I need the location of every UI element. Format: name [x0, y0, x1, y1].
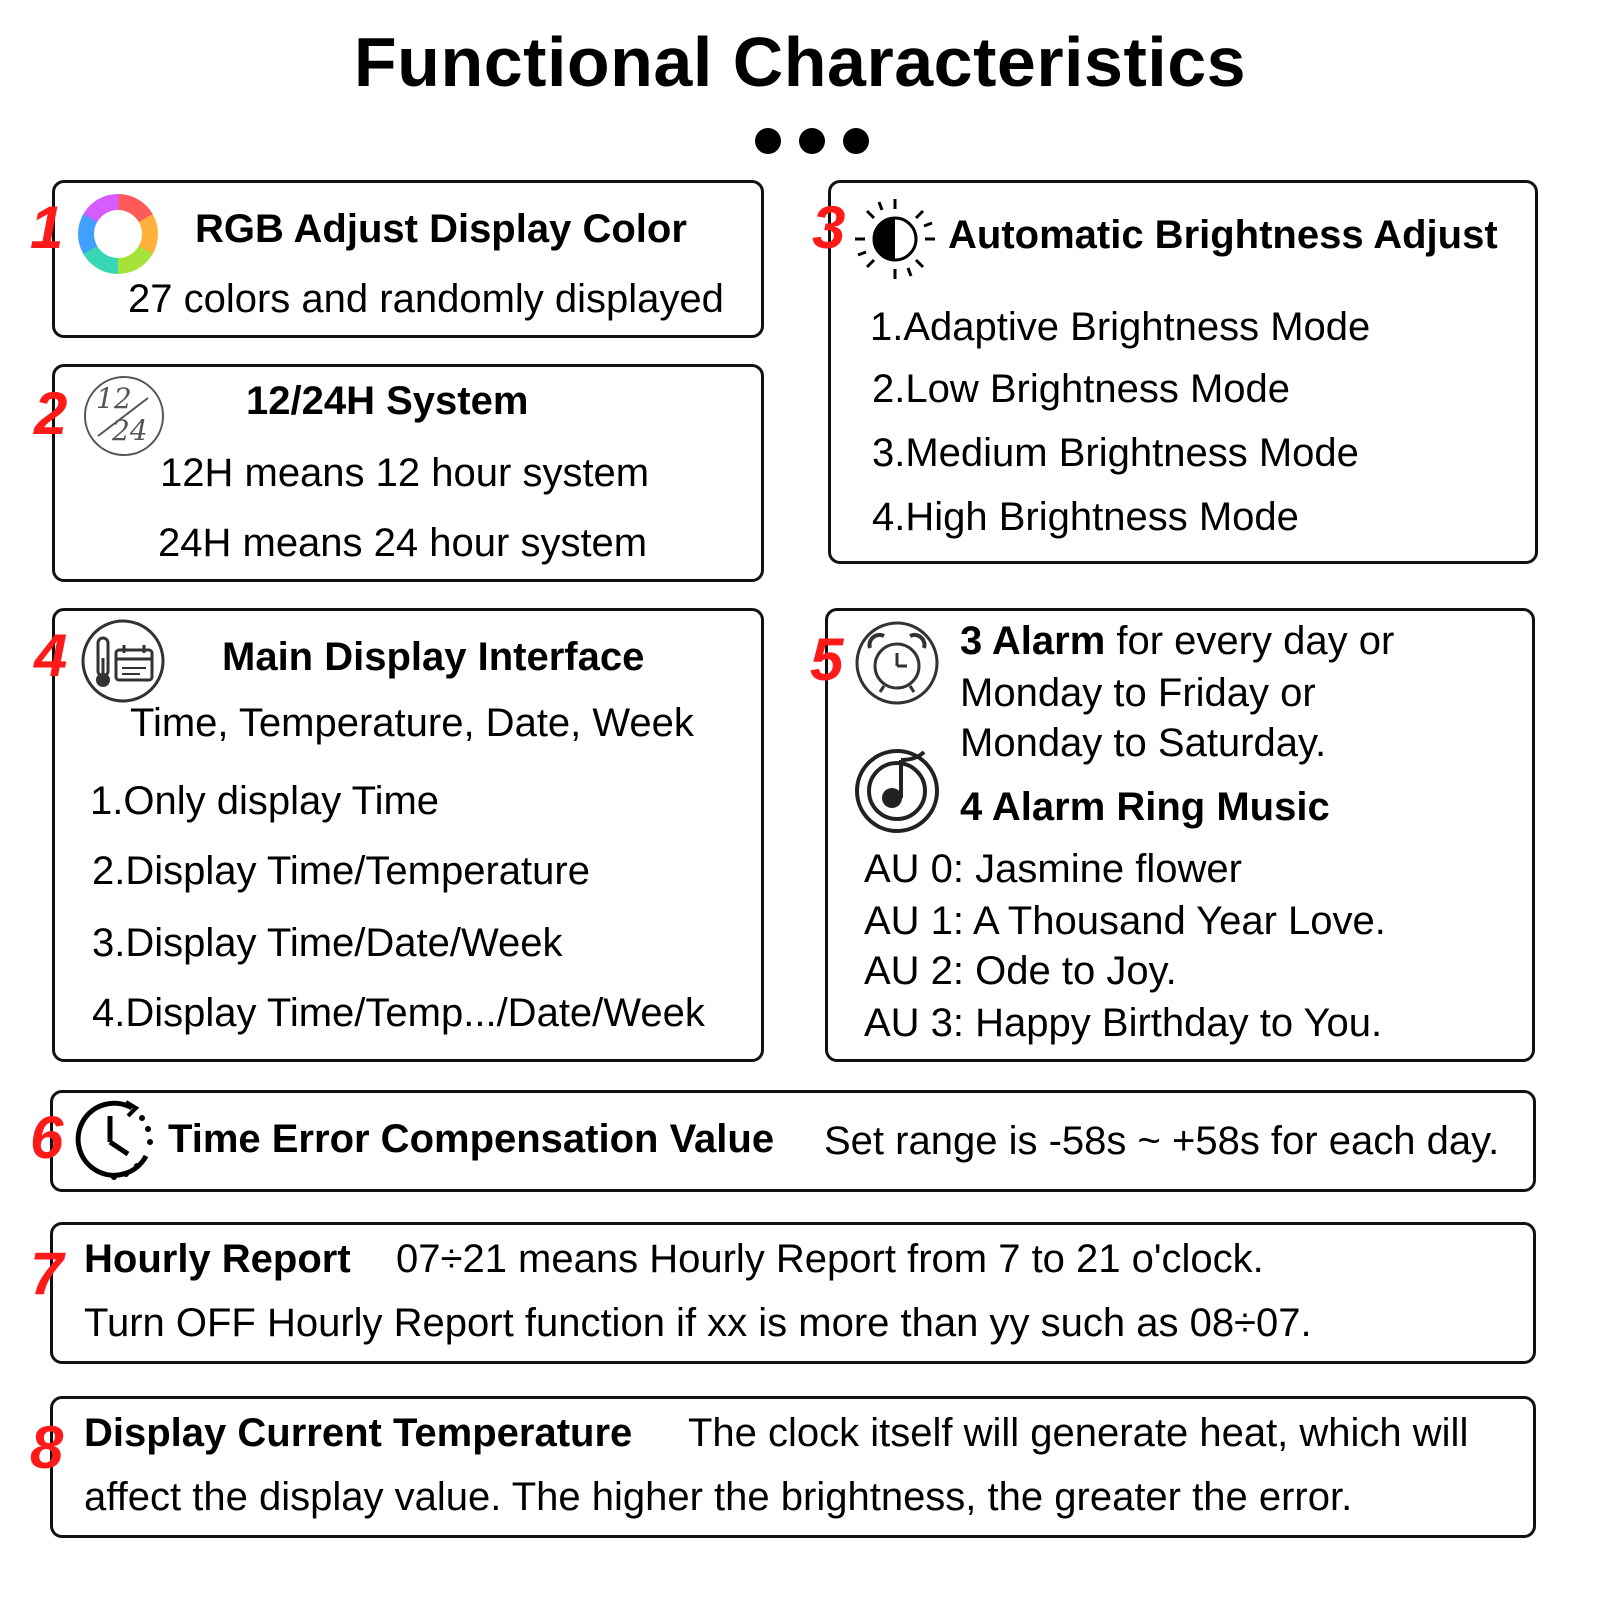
- alarm-line: Monday to Friday or: [960, 671, 1316, 715]
- section-text: affect the display value. The higher the brightness, the greater the error.: [84, 1475, 1353, 1519]
- music-item: AU 3: Happy Birthday to You.: [864, 1001, 1383, 1045]
- brightness-mode-item: 2.Low Brightness Mode: [872, 367, 1291, 411]
- section-heading: Time Error Compensation Value: [168, 1117, 775, 1161]
- section-heading: Main Display Interface: [222, 635, 645, 679]
- brightness-mode-item: 4.High Brightness Mode: [872, 495, 1299, 539]
- brightness-mode-item: 3.Medium Brightness Mode: [872, 431, 1359, 475]
- dot: [755, 128, 781, 154]
- music-item: AU 2: Ode to Joy.: [864, 949, 1177, 993]
- title-dots: [755, 128, 875, 154]
- section-number: 4: [34, 622, 68, 689]
- alarm-text: for every day or: [1105, 619, 1395, 663]
- section-number: 2: [34, 380, 68, 447]
- music-note-icon: [852, 746, 942, 836]
- display-mode-item: 3.Display Time/Date/Week: [92, 921, 563, 965]
- section-number: 1: [30, 194, 64, 261]
- alarm-line: Monday to Saturday.: [960, 721, 1327, 765]
- display-mode-item: 2.Display Time/Temperature: [92, 849, 590, 893]
- section-text: 12H means 12 hour system: [160, 451, 650, 495]
- page-title: Functional Characteristics: [353, 23, 1247, 101]
- section-text: 07÷21 means Hourly Report from 7 to 21 o'clock.: [396, 1237, 1264, 1281]
- rgb-color-ring-icon: [70, 186, 166, 282]
- section-number: 8: [30, 1414, 64, 1481]
- music-item: AU 0: Jasmine flower: [864, 847, 1242, 891]
- section-number: 6: [30, 1104, 64, 1171]
- clock-format-12-24-icon: [82, 374, 166, 458]
- music-item: AU 1: A Thousand Year Love.: [864, 899, 1386, 943]
- thermometer-calendar-icon: [80, 618, 166, 704]
- section-number: 7: [30, 1240, 64, 1307]
- section-subtitle: Time, Temperature, Date, Week: [130, 701, 694, 745]
- clock-adjust-icon: [70, 1096, 158, 1184]
- brightness-mode-item: 1.Adaptive Brightness Mode: [870, 305, 1371, 349]
- section-text: Turn OFF Hourly Report function if xx is more than yy such as 08÷07.: [84, 1301, 1312, 1345]
- section-number: 3: [812, 194, 846, 261]
- section-text: 24H means 24 hour system: [158, 521, 648, 565]
- section-text: Set range is -58s ~ +58s for each day.: [824, 1119, 1500, 1163]
- icon-label-24: 24: [112, 414, 148, 447]
- alarm-count: 3 Alarm: [960, 619, 1106, 663]
- section-number: 5: [810, 626, 844, 693]
- section-heading: 4 Alarm Ring Music: [960, 785, 1330, 829]
- section-text: 27 colors and randomly displayed: [128, 277, 724, 321]
- section-heading: RGB Adjust Display Color: [195, 207, 687, 251]
- dot: [799, 128, 825, 154]
- brightness-sun-icon: [852, 196, 938, 282]
- icon-label-12: 12: [96, 382, 132, 415]
- section-heading: Display Current Temperature: [84, 1411, 633, 1455]
- display-mode-item: 1.Only display Time: [90, 779, 440, 823]
- section-heading: Automatic Brightness Adjust: [948, 213, 1498, 257]
- alarm-line: [960, 618, 1394, 664]
- section-heading: Hourly Report: [84, 1237, 351, 1281]
- alarm-clock-icon: [854, 620, 940, 706]
- dot: [843, 128, 869, 154]
- section-heading: 12/24H System: [246, 379, 529, 423]
- section-text: The clock itself will generate heat, which will: [688, 1411, 1469, 1455]
- display-mode-item: 4.Display Time/Temp.../Date/Week: [92, 991, 705, 1035]
